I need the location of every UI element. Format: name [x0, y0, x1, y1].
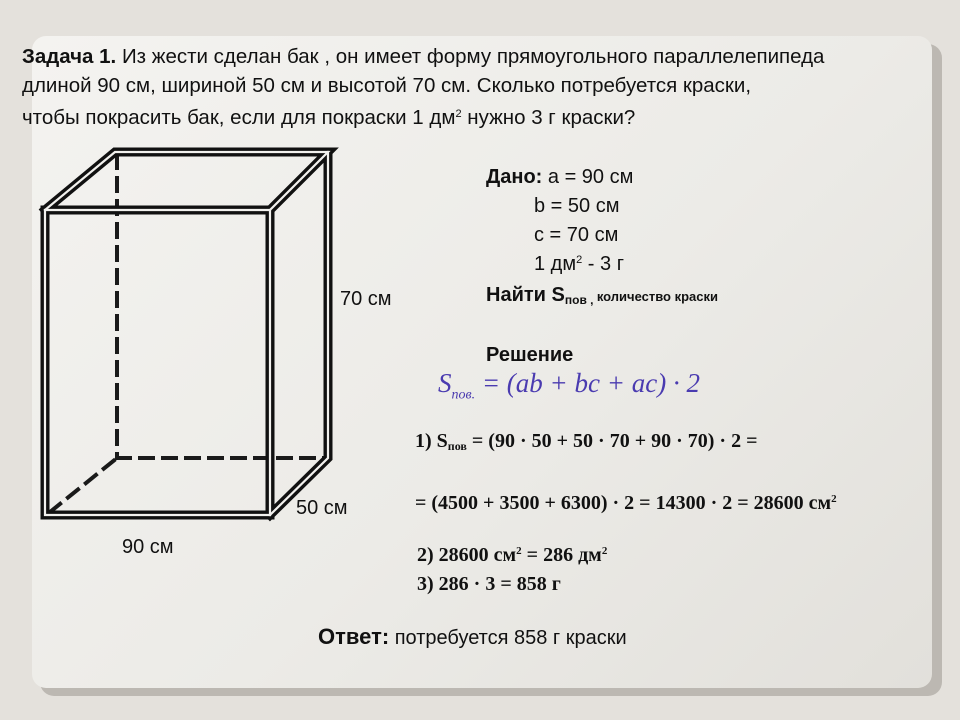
given-line-a: [486, 166, 633, 189]
step-1-sub: пов: [447, 439, 467, 453]
find-tail: количество краски: [596, 289, 719, 304]
step-1b: [415, 492, 837, 515]
step-1-pre: 1) S: [415, 430, 448, 452]
given-ratio-sup: 2: [576, 254, 583, 266]
hidden-edge-bottom-left: [50, 458, 117, 512]
step-2-sup2: 2: [601, 545, 608, 557]
given-a: a = 90 см: [542, 166, 634, 188]
task-text: Из жести сделан бак , он имеет форму прямоугольного параллелепипеда длиной 90 см, шириной 50 см и высотой 70 см. Сколько потребуется краски, чтобы покрасить бак, если для покраски 1 дм: [22, 45, 825, 129]
step-1b-sup: 2: [831, 493, 837, 505]
step-3: 3) 286 · 3 = 858 г: [417, 573, 561, 595]
given-heading: Дано:: [486, 166, 543, 188]
find-heading: Найти S: [486, 284, 565, 306]
given-ratio-pre: 1 дм: [534, 253, 577, 275]
solution-heading-text: Решение: [486, 344, 574, 366]
formula-lhs: S: [438, 368, 452, 398]
visible-edges: [45, 152, 328, 515]
formula-rhs: = (ab + bc + ac) · 2: [475, 368, 700, 398]
given-ratio-post: - 3 г: [582, 253, 624, 275]
step-2-mid: = 286 дм: [521, 544, 602, 566]
find-line: [486, 284, 718, 307]
find-sub: пов ,: [564, 293, 597, 307]
length-label: 90 см: [122, 536, 174, 558]
given-ratio: [534, 253, 624, 276]
task-text-sup: 2: [455, 108, 462, 120]
answer-line: [318, 624, 627, 650]
formula-lhs-sub: пов.: [451, 387, 476, 403]
step-1b-text: = (4500 + 3500 + 6300) · 2 = 14300 · 2 = 28600 см: [415, 492, 832, 514]
step-1-post: = (90 · 50 + 50 · 70 + 90 · 70) · 2 =: [466, 430, 758, 452]
task-text-end: нужно 3 г краски?: [461, 106, 636, 129]
answer-label: Ответ:: [318, 624, 390, 649]
step-2-sup: 2: [516, 545, 522, 557]
given-c: c = 70 см: [534, 224, 619, 246]
answer-text: потребуется 858 г краски: [389, 627, 627, 649]
height-label: 70 см: [340, 288, 392, 310]
task-title: Задача 1.: [22, 45, 117, 68]
area-formula: [438, 368, 700, 403]
step-2-pre: 2) 28600 см: [417, 544, 517, 566]
given-b: b = 50 см: [534, 195, 620, 217]
step-1: [415, 430, 758, 454]
step-2: [417, 544, 607, 567]
solution-heading: [486, 344, 573, 367]
depth-label: 50 см: [296, 497, 348, 519]
